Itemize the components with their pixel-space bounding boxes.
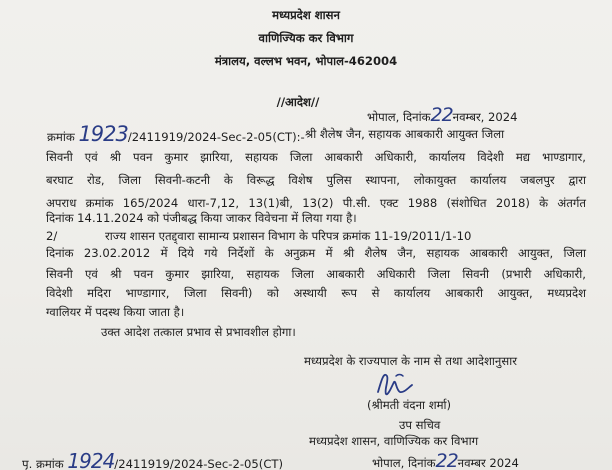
order-number — [47, 122, 305, 146]
date-suffix: नवम्बर, 2024 — [452, 110, 518, 124]
order-number-handwritten: 1923 — [78, 122, 128, 146]
para1-line: सिवनी एवं श्री पवन कुमार झारिया, सहायक जिला आबकारी अधिकारी, कार्यालय विदेशी मद्य भाण्डागार, — [46, 150, 586, 164]
signatory-department: मध्यप्रदेश शासन, वाणिज्यिक कर विभाग — [309, 434, 479, 448]
para2-line: ग्वालियर में पदस्थ किया जाता है। — [46, 305, 185, 319]
signature-image — [372, 368, 428, 402]
order-number-code: /2411919/2024-Sec-2-05(CT):- — [127, 130, 305, 144]
para2-number: 2/ — [46, 229, 58, 243]
endorsement-number — [22, 449, 284, 470]
order-title: //आदेश// — [276, 95, 320, 109]
endorsement-code: /2411919/2024-Sec-2-05(CT) — [114, 457, 284, 470]
para2-line: दिनांक 23.02.2012 में दिये गये निर्देशों के अनुक्रम में श्री शैलेष जैन, सहायक आबकारी आयुक्त, जिला — [46, 246, 586, 260]
date-prefix: भोपाल, दिनांक — [367, 110, 431, 124]
authority-line: मध्यप्रदेश के राज्यपाल के नाम से तथा आदेशानुसार — [304, 354, 517, 368]
date-day-handwritten: 22 — [430, 104, 453, 126]
para2-line: सिवनी एवं श्री पवन कुमार झारिया, सहायक जिला आबकारी अधिकारी जिला सिवनी (प्रभारी अधिकारी, — [46, 267, 586, 281]
para1-line: दिनांक 14.11.2024 को पंजीबद्ध किया जाकर विवेचना में लिया गया है। — [46, 211, 357, 225]
endorsement-number-handwritten: 1924 — [67, 449, 115, 470]
address-line: मंत्रालय, वल्लभ भवन, भोपाल-462004 — [214, 54, 398, 68]
endorsement-label: पृ. क्रमांक — [22, 457, 64, 470]
effect-line: उक्त आदेश तत्काल प्रभाव से प्रभावशील होगा। — [101, 325, 296, 339]
date-line — [367, 104, 518, 126]
endorsement-date-handwritten: 22 — [435, 450, 458, 470]
endorsement-date-suffix: नवम्बर 2024 — [457, 456, 519, 470]
para1-line: अपराध क्रमांक 165/2024 धारा-7,12, 13(1)बी, 13(2) पी.सी. एक्ट 1988 (संशोधित 2018) के अंतर्गत — [46, 196, 586, 210]
para1-line: श्री शैलेष जैन, सहायक आबकारी आयुक्त जिला — [305, 127, 505, 141]
para2-line: राज्य शासन एतद्द्वारा सामान्य प्रशासन विभाग के परिपत्र क्रमांक 11-19/2011/1-10 — [105, 229, 472, 243]
para2-line: विदेशी मदिरा भाण्डागार, जिला सिवनी) को अस्थायी रूप से कार्यालय आबकारी आयुक्त, मध्यप्रदेश — [46, 286, 586, 300]
govt-name: मध्यप्रदेश शासन — [272, 8, 340, 22]
para1-line: बरघाट रोड, जिला सिवनी-कटनी के विरूद्ध विशेष पुलिस स्थापना, लोकायुक्त कार्यालय जबलपुर द्वारा — [46, 173, 586, 187]
department-name: वाणिज्यिक कर विभाग — [258, 31, 354, 45]
order-number-label: क्रमांक — [47, 130, 75, 144]
signatory-name: (श्रीमती वंदना शर्मा) — [367, 398, 452, 412]
endorsement-date-prefix: भोपाल, दिनांक — [372, 456, 436, 470]
endorsement-date — [372, 450, 519, 470]
signatory-designation: उप सचिव — [399, 418, 441, 432]
